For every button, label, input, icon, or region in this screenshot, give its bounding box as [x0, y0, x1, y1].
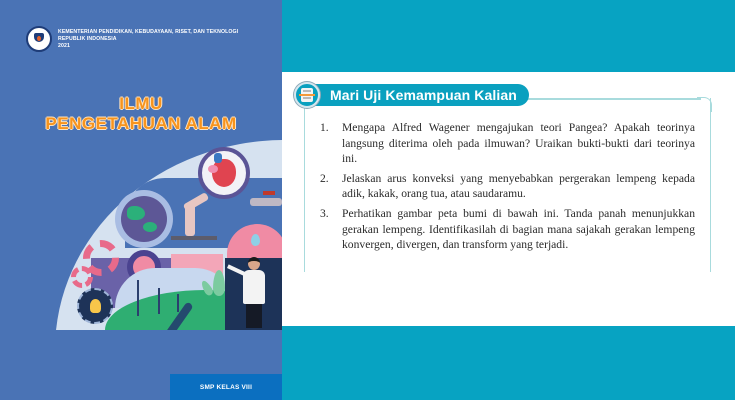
question-number: 3.	[320, 206, 329, 220]
scientist-legs	[246, 304, 262, 328]
publisher-info	[58, 29, 238, 50]
country-name: REPUBLIK INDONESIA	[58, 35, 117, 42]
question-item	[320, 120, 695, 167]
question-text: Jelaskan arus konveksi yang menyebabkan pergerakan lempeng kepada adik, kakak, orang tua, atau saudaramu.	[342, 171, 695, 201]
microscope-body	[185, 204, 195, 236]
ministry-name: KEMENTERIAN PENDIDIKAN, KEBUDAYAAN, RISET, DAN TEKNOLOGI	[58, 28, 239, 35]
question-item	[320, 206, 695, 253]
publication-year: 2021	[58, 42, 70, 49]
faucet-handle-icon	[263, 191, 275, 195]
faucet-icon	[250, 198, 282, 206]
heart-icon	[198, 147, 250, 199]
wind-turbine-icon	[158, 288, 160, 314]
question-list	[320, 120, 695, 257]
section-header	[294, 82, 529, 108]
cover-header	[26, 26, 238, 52]
microscope-base	[171, 236, 217, 240]
book-cover	[0, 0, 282, 400]
cover-illustration	[55, 140, 282, 330]
book-title-line2: PENGETAHUAN ALAM	[45, 114, 237, 133]
small-gear-icon	[71, 266, 93, 288]
water-drop-icon	[251, 234, 260, 246]
lightbulb-icon	[77, 288, 113, 324]
scientist-figure	[243, 270, 265, 304]
globe-icon	[115, 190, 173, 248]
document-icon	[294, 82, 320, 108]
question-number: 2.	[320, 171, 329, 185]
box-top-border	[506, 98, 701, 100]
section-title: Mari Uji Kemampuan Kalian	[304, 84, 529, 106]
question-item	[320, 171, 695, 202]
scientist-head	[248, 257, 260, 270]
grade-badge: SMP KELAS VIII	[170, 374, 282, 400]
wind-turbine-icon	[177, 294, 179, 312]
ministry-logo-icon	[26, 26, 52, 52]
wind-turbine-icon	[137, 280, 139, 316]
book-title-line1: ILMU	[119, 94, 163, 113]
question-text: Perhatikan gambar peta bumi di bawah ini. Tanda panah menunjukkan gerakan lempeng. Identifikasilah di bagian mana sajakah gerakan lempeng konvergen, divergen, dan transform yang terjadi.	[342, 206, 695, 252]
question-number: 1.	[320, 121, 329, 134]
question-text: Mengapa Alfred Wagener mengajukan teori Pangea? Apakah teorinya langsung diterima oleh pada ilmuwan? Uraikan bukti-bukti dari teorinya ini.	[342, 121, 695, 166]
exercise-page	[282, 72, 735, 326]
